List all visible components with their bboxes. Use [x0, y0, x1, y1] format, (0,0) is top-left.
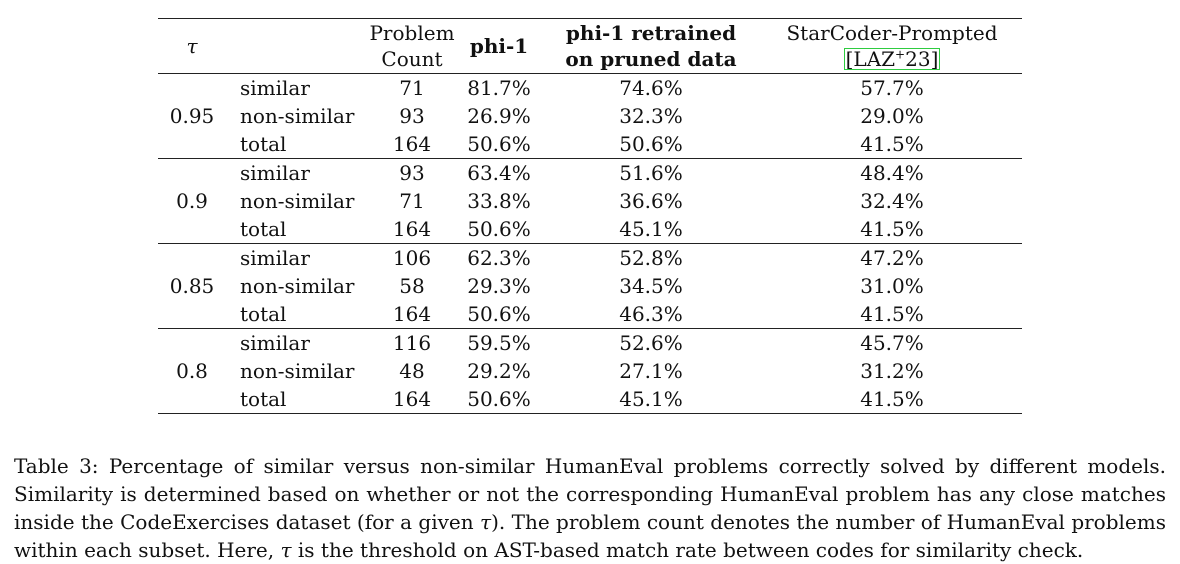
phi1-cell: 63.4% [467, 161, 531, 185]
table-row [158, 187, 1022, 215]
tau-value: 0.9 [176, 189, 208, 213]
retrained-cell: 45.1% [619, 217, 683, 241]
header-row [158, 19, 1022, 74]
starcoder-cell: 57.7% [860, 76, 924, 100]
table-row [158, 159, 1022, 188]
starcoder-cell: 31.0% [860, 274, 924, 298]
phi1-cell: 50.6% [467, 217, 531, 241]
citation-sup: + [895, 47, 906, 62]
citation-link[interactable]: [LAZ+23] [845, 47, 939, 71]
problem-count-cell: 164 [392, 387, 432, 411]
starcoder-cell: 31.2% [860, 359, 924, 383]
problem-count-cell: 164 [392, 302, 432, 326]
retrained-cell: 45.1% [619, 387, 683, 411]
caption-tau-symbol: τ [480, 510, 492, 534]
starcoder-cell: 29.0% [860, 104, 924, 128]
phi1-cell: 33.8% [467, 189, 531, 213]
problem-count-cell: 93 [399, 161, 425, 185]
caption-text-1: Table 3: Percentage of similar versus non-similar HumanEval problems correctly solved by different models. Similarity is determined based on whether or not the corresponding HumanEval problem has any close matches inside the CodeExercises dataset (for a given [14, 454, 1166, 534]
retrained-cell: 50.6% [619, 132, 683, 156]
retrained-cell: 46.3% [619, 302, 683, 326]
phi1-cell: 29.2% [467, 359, 531, 383]
header-problem-count [366, 19, 458, 74]
header-problem-count-line2: Count [381, 47, 443, 71]
phi1-cell: 50.6% [467, 387, 531, 411]
starcoder-cell: 41.5% [860, 217, 924, 241]
tau-group [158, 74, 1022, 159]
table-row [158, 215, 1022, 244]
problem-count-cell: 164 [392, 217, 432, 241]
subset-label: similar [240, 161, 310, 185]
subset-label: total [240, 217, 287, 241]
table-row [158, 357, 1022, 385]
tau-group [158, 159, 1022, 244]
retrained-cell: 52.8% [619, 246, 683, 270]
tau-value: 0.8 [176, 359, 208, 383]
starcoder-cell: 48.4% [860, 161, 924, 185]
problem-count-cell: 116 [392, 331, 432, 355]
table-header [158, 19, 1022, 74]
subset-label: total [240, 387, 287, 411]
starcoder-cell: 32.4% [860, 189, 924, 213]
header-subset [226, 19, 366, 74]
results-table-container [158, 18, 1022, 414]
caption-text-3: is the threshold on AST-based match rate between codes for similarity check. [291, 538, 1084, 562]
table-row [158, 130, 1022, 159]
subset-label: total [240, 132, 287, 156]
phi1-cell: 26.9% [467, 104, 531, 128]
problem-count-cell: 71 [399, 189, 425, 213]
retrained-cell: 32.3% [619, 104, 683, 128]
citation-main: LAZ [853, 47, 896, 71]
caption-tau-symbol: τ [280, 538, 292, 562]
tau-value: 0.95 [169, 104, 215, 128]
phi1-cell: 59.5% [467, 331, 531, 355]
phi1-cell: 62.3% [467, 246, 531, 270]
retrained-cell: 27.1% [619, 359, 683, 383]
problem-count-cell: 71 [399, 76, 425, 100]
problem-count-cell: 48 [399, 359, 425, 383]
table-row [158, 300, 1022, 329]
subset-label: total [240, 302, 287, 326]
problem-count-cell: 106 [392, 246, 432, 270]
retrained-cell: 51.6% [619, 161, 683, 185]
starcoder-cell: 47.2% [860, 246, 924, 270]
problem-count-cell: 164 [392, 132, 432, 156]
header-starcoder [762, 19, 1022, 74]
phi1-cell: 81.7% [467, 76, 531, 100]
subset-label: non-similar [240, 359, 355, 383]
caption-text-2: ). The problem count denotes the number of HumanEval problems within each subset. Here, [14, 510, 1166, 562]
phi1-cell: 50.6% [467, 132, 531, 156]
tau-value: 0.85 [169, 274, 215, 298]
results-table [158, 18, 1022, 414]
table-row [158, 329, 1022, 358]
starcoder-cell: 41.5% [860, 302, 924, 326]
tau-group [158, 329, 1022, 414]
table-row [158, 102, 1022, 130]
header-retrained-line2: on pruned data [565, 47, 737, 71]
citation-year: 23 [905, 47, 931, 71]
subset-label: non-similar [240, 274, 355, 298]
subset-label: similar [240, 246, 310, 270]
starcoder-cell: 41.5% [860, 387, 924, 411]
table-row [158, 74, 1022, 103]
subset-label: similar [240, 76, 310, 100]
retrained-cell: 36.6% [619, 189, 683, 213]
retrained-cell: 52.6% [619, 331, 683, 355]
tau-group [158, 244, 1022, 329]
table-row [158, 244, 1022, 273]
header-phi1 [458, 19, 540, 74]
problem-count-cell: 58 [399, 274, 425, 298]
subset-label: non-similar [240, 104, 355, 128]
header-tau-label: τ [186, 34, 198, 58]
table-caption [14, 452, 1166, 564]
header-retrained [540, 19, 762, 74]
header-starcoder-line1: StarCoder-Prompted [786, 21, 998, 45]
table-row [158, 272, 1022, 300]
retrained-cell: 74.6% [619, 76, 683, 100]
starcoder-cell: 45.7% [860, 331, 924, 355]
header-retrained-line1: phi-1 retrained [565, 21, 737, 45]
phi1-cell: 29.3% [467, 274, 531, 298]
retrained-cell: 34.5% [619, 274, 683, 298]
subset-label: non-similar [240, 189, 355, 213]
header-phi1-label: phi-1 [469, 34, 529, 58]
subset-label: similar [240, 331, 310, 355]
header-tau [158, 19, 226, 74]
starcoder-cell: 41.5% [860, 132, 924, 156]
phi1-cell: 50.6% [467, 302, 531, 326]
table-row [158, 385, 1022, 414]
problem-count-cell: 93 [399, 104, 425, 128]
header-problem-count-line1: Problem [369, 21, 455, 45]
